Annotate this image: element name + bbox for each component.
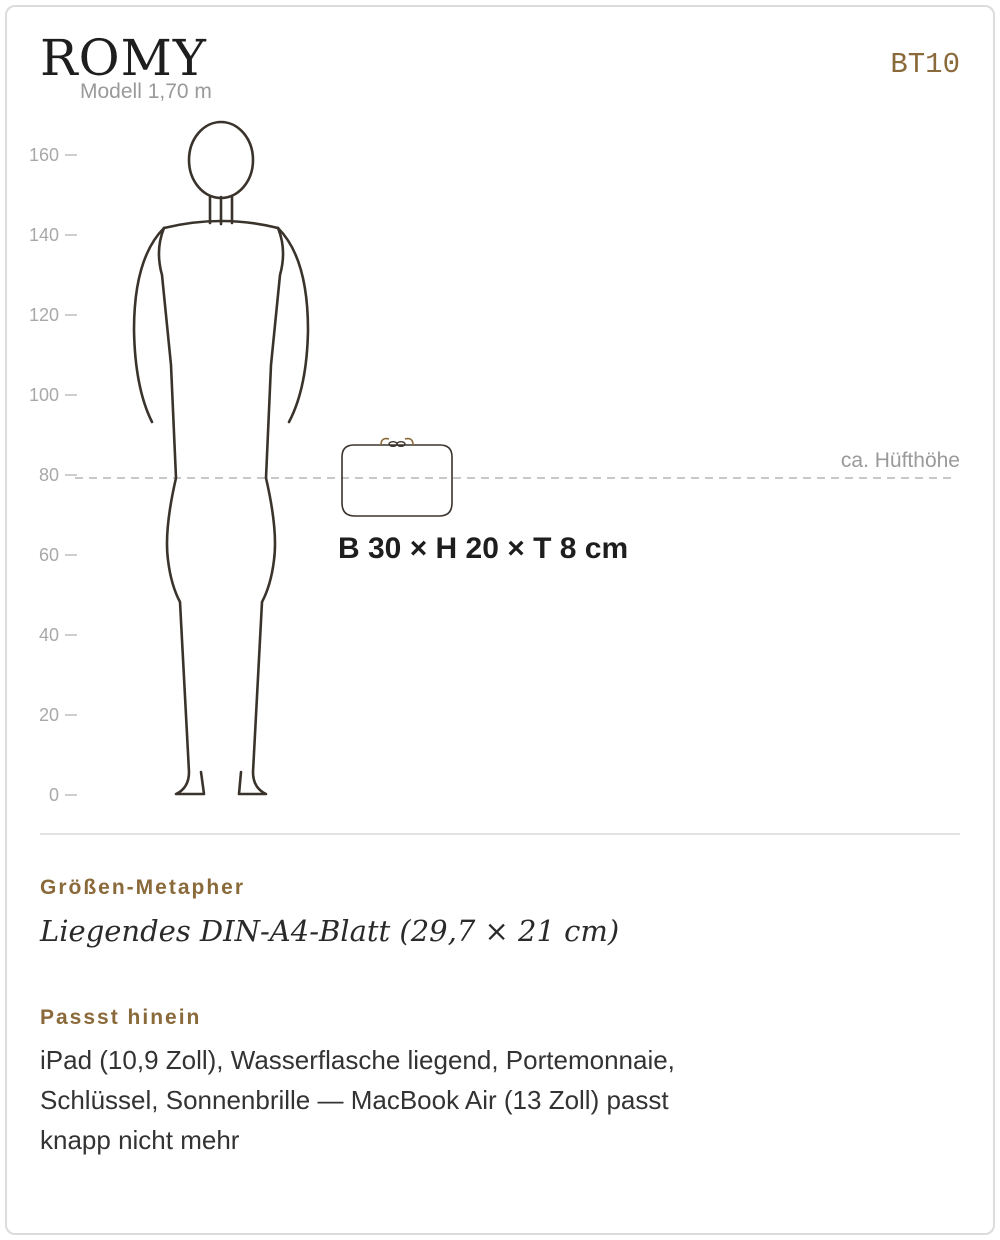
bag-handle-icon (381, 439, 389, 445)
section-divider (40, 833, 960, 835)
scale-tick-label: 100 (28, 385, 59, 405)
scale-tick-label: 0 (48, 785, 59, 805)
fits-inside-heading: Passst hinein (40, 1006, 202, 1029)
hip-height-label: ca. Hüfthöhe (840, 449, 960, 472)
scale-tick-label: 80 (38, 465, 59, 485)
human-figure-outline (134, 122, 308, 794)
product-code: BT10 (890, 48, 960, 81)
bag-dimensions: B 30 × H 20 × T 8 cm (338, 532, 629, 565)
scale-tick-label: 140 (28, 225, 59, 245)
size-metaphor-text: Liegendes DIN-A4-Blatt (29,7 × 21 cm) (40, 914, 620, 948)
size-metaphor-heading: Größen-Metapher (40, 876, 246, 899)
scale-tick-label: 60 (38, 545, 59, 565)
scale-tick-label: 120 (28, 305, 59, 325)
fits-inside-text: iPad (10,9 Zoll), Wasserflasche liegend, Portemonnaie, Schlüssel, Sonnenbrille — MacBook Air (13 Zoll) passt knapp nicht mehr (40, 1045, 675, 1155)
scale-tick-label: 20 (38, 705, 59, 725)
product-title: ROMY (40, 29, 207, 87)
height-scale (29, 145, 77, 805)
model-height-label: Modell 1,70 m (80, 80, 212, 103)
scale-tick-label: 160 (28, 145, 59, 165)
bag-clasp-icon (389, 442, 397, 447)
scale-tick-label: 40 (38, 625, 59, 645)
